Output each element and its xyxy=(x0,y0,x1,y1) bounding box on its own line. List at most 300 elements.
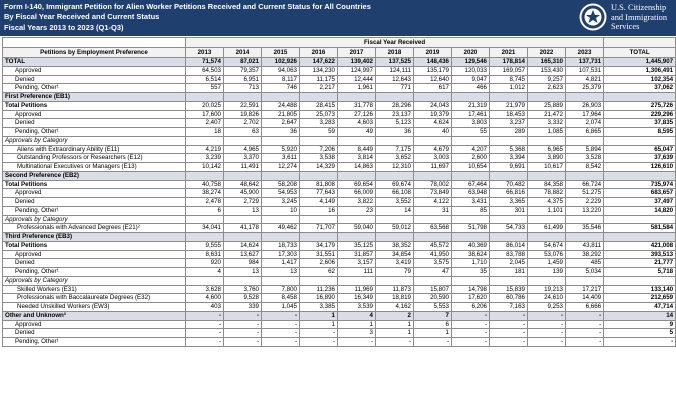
column-header-2023: 2023 xyxy=(566,48,604,58)
row-label: Professionals with Baccalaureate Degrees (E32) xyxy=(3,294,186,303)
cell-value xyxy=(490,233,528,242)
cell-value xyxy=(300,276,338,285)
cell-value xyxy=(262,93,300,102)
cell-value xyxy=(224,215,262,224)
cell-value: 2,045 xyxy=(490,259,528,268)
cell-value: 36 xyxy=(376,128,414,137)
cell-value: 5,718 xyxy=(604,268,676,277)
cell-value: 19,379 xyxy=(414,110,452,119)
cell-value: 38,292 xyxy=(566,250,604,259)
table-row xyxy=(3,180,676,189)
cell-value xyxy=(414,233,452,242)
cell-value: 38,624 xyxy=(452,250,490,259)
row-label: Approved xyxy=(3,320,186,329)
cell-value: 2,600 xyxy=(452,154,490,163)
cell-value xyxy=(262,215,300,224)
cell-value: 13 xyxy=(224,206,262,215)
cell-value xyxy=(490,276,528,285)
cell-value xyxy=(262,276,300,285)
cell-value: 4,219 xyxy=(186,145,224,154)
cell-value: 63,568 xyxy=(414,224,452,233)
cell-value: 5,553 xyxy=(414,303,452,312)
cell-value: 78,002 xyxy=(414,180,452,189)
cell-value: 47,714 xyxy=(604,303,676,312)
cell-value: 15,839 xyxy=(490,285,528,294)
cell-value: 14,329 xyxy=(300,163,338,172)
cell-value xyxy=(414,215,452,224)
cell-value: 11,873 xyxy=(376,285,414,294)
cell-value: 3,652 xyxy=(376,154,414,163)
cell-value: 51,275 xyxy=(566,189,604,198)
cell-value: 11,697 xyxy=(414,163,452,172)
cell-value: 12,444 xyxy=(338,75,376,84)
cell-value xyxy=(566,171,604,180)
cell-value: 1,961 xyxy=(338,84,376,93)
cell-value: - xyxy=(224,329,262,338)
cell-value: 3,419 xyxy=(376,259,414,268)
table-row xyxy=(3,268,676,277)
table-row xyxy=(3,329,676,338)
cell-value: 1 xyxy=(300,311,338,320)
cell-value: 66,816 xyxy=(490,189,528,198)
column-header-2016: 2016 xyxy=(300,48,338,58)
cell-value: 275,726 xyxy=(604,101,676,110)
cell-value: 83,788 xyxy=(490,250,528,259)
cell-value: 1 xyxy=(338,320,376,329)
cell-value: 4,375 xyxy=(528,198,566,207)
cell-value: 2,606 xyxy=(300,259,338,268)
row-label: Other and Unknown³ xyxy=(3,311,186,320)
cell-value: 11,236 xyxy=(300,285,338,294)
cell-value: 5,123 xyxy=(376,119,414,128)
cell-value xyxy=(452,233,490,242)
cell-value: 3,803 xyxy=(452,119,490,128)
cell-value: 7,800 xyxy=(262,285,300,294)
cell-value: 25,889 xyxy=(528,101,566,110)
cell-value: 3,157 xyxy=(338,259,376,268)
cell-value: 24,043 xyxy=(414,101,452,110)
row-label: Aliens with Extraordinary Ability (E11) xyxy=(3,145,186,154)
cell-value: 17,461 xyxy=(452,110,490,119)
cell-value: 7,163 xyxy=(490,303,528,312)
cell-value xyxy=(490,93,528,102)
cell-value: 3,552 xyxy=(376,198,414,207)
cell-value: - xyxy=(300,329,338,338)
cell-value: 17,217 xyxy=(566,285,604,294)
cell-value xyxy=(376,233,414,242)
cell-value: 23 xyxy=(338,206,376,215)
cell-value: 3,611 xyxy=(262,154,300,163)
cell-value: - xyxy=(186,311,224,320)
cell-value xyxy=(604,276,676,285)
cell-value: 26,903 xyxy=(566,101,604,110)
cell-value: 53,076 xyxy=(528,250,566,259)
row-label: Second Preference (EB2) xyxy=(3,171,186,180)
row-label: Approved xyxy=(3,250,186,259)
cell-value xyxy=(338,233,376,242)
cell-value xyxy=(376,93,414,102)
cell-value xyxy=(186,171,224,180)
cell-value xyxy=(604,136,676,145)
cell-value: 6,666 xyxy=(566,303,604,312)
cell-value: 2 xyxy=(376,311,414,320)
cell-value: 2,647 xyxy=(262,119,300,128)
cell-value: 984 xyxy=(224,259,262,268)
cell-value: 1,045 xyxy=(262,303,300,312)
column-header-2018: 2018 xyxy=(376,48,414,58)
cell-value xyxy=(490,136,528,145)
cell-value: 3,431 xyxy=(452,198,490,207)
cell-value: 1,445,907 xyxy=(604,58,676,67)
cell-value: 7,175 xyxy=(376,145,414,154)
cell-value: 37,497 xyxy=(604,198,676,207)
cell-value: - xyxy=(224,338,262,347)
cell-value xyxy=(300,171,338,180)
cell-value: 66,108 xyxy=(376,189,414,198)
cell-value: 16 xyxy=(300,206,338,215)
report-subtitle: By Fiscal Year Received and Current Status xyxy=(4,12,160,22)
row-label: Pending, Other¹ xyxy=(3,206,186,215)
cell-value: 23,137 xyxy=(376,110,414,119)
cell-value xyxy=(528,233,566,242)
cell-value: 9 xyxy=(604,320,676,329)
cell-value: - xyxy=(224,311,262,320)
cell-value: 4,965 xyxy=(224,145,262,154)
cell-value xyxy=(528,93,566,102)
table-row xyxy=(3,154,676,163)
cell-value: 20,025 xyxy=(186,101,224,110)
cell-value: 47 xyxy=(414,268,452,277)
cell-value: - xyxy=(262,320,300,329)
table-body xyxy=(3,58,676,347)
cell-value: 2,623 xyxy=(528,84,566,93)
cell-value: 87,021 xyxy=(224,58,262,67)
cell-value: 17,964 xyxy=(566,110,604,119)
cell-value: 4 xyxy=(186,268,224,277)
row-label: Approvals by Category xyxy=(3,215,186,224)
cell-value: 9,047 xyxy=(452,75,490,84)
cell-value: 3,528 xyxy=(566,154,604,163)
cell-value: 3,283 xyxy=(300,119,338,128)
cell-value: 3,245 xyxy=(262,198,300,207)
cell-value xyxy=(452,171,490,180)
cell-value: - xyxy=(490,338,528,347)
cell-value: 107,531 xyxy=(566,66,604,75)
cell-value: - xyxy=(452,338,490,347)
row-label: First Preference (EB1) xyxy=(3,93,186,102)
cell-value: - xyxy=(452,320,490,329)
cell-value xyxy=(186,136,224,145)
cell-value: 147,622 xyxy=(300,58,338,67)
cell-value: 18,453 xyxy=(490,110,528,119)
cell-value: 102,926 xyxy=(262,58,300,67)
cell-value: 25,379 xyxy=(566,84,604,93)
cell-value: 14,409 xyxy=(566,294,604,303)
cell-value: 148,436 xyxy=(414,58,452,67)
cell-value xyxy=(224,276,262,285)
cell-value: 2,074 xyxy=(566,119,604,128)
cell-value xyxy=(262,233,300,242)
cell-value: 212,659 xyxy=(604,294,676,303)
cell-value: 9,528 xyxy=(224,294,262,303)
cell-value: 40,369 xyxy=(452,241,490,250)
cell-value: - xyxy=(490,320,528,329)
cell-value xyxy=(604,215,676,224)
cell-value: 63,948 xyxy=(452,189,490,198)
row-label: Denied xyxy=(3,119,186,128)
cell-value xyxy=(566,215,604,224)
cell-value: 169,057 xyxy=(490,66,528,75)
cell-value xyxy=(528,136,566,145)
cell-value: 10,142 xyxy=(186,163,224,172)
cell-value: - xyxy=(338,338,376,347)
cell-value: 14,820 xyxy=(604,206,676,215)
cell-value: 3,538 xyxy=(300,154,338,163)
cell-value: 71,707 xyxy=(300,224,338,233)
column-header-2017: 2017 xyxy=(338,48,376,58)
cell-value: 6,206 xyxy=(452,303,490,312)
cell-value: 14 xyxy=(376,206,414,215)
cell-value xyxy=(566,276,604,285)
cell-value: 71,574 xyxy=(186,58,224,67)
table-row xyxy=(3,224,676,233)
cell-value: 129,546 xyxy=(452,58,490,67)
cell-value: 1,417 xyxy=(262,259,300,268)
row-label: Third Preference (EB3) xyxy=(3,233,186,242)
table-row xyxy=(3,75,676,84)
empty-header-cell xyxy=(604,38,676,48)
cell-value: 4,679 xyxy=(414,145,452,154)
cell-value: 19,826 xyxy=(224,110,262,119)
cell-value: 133,140 xyxy=(604,285,676,294)
cell-value: 137,525 xyxy=(376,58,414,67)
cell-value: 37,835 xyxy=(604,119,676,128)
cell-value: 12,640 xyxy=(414,75,452,84)
cell-value: 21,805 xyxy=(262,110,300,119)
cell-value: 3,539 xyxy=(338,303,376,312)
cell-value: 3,370 xyxy=(224,154,262,163)
cell-value: 135,179 xyxy=(414,66,452,75)
table-row xyxy=(3,320,676,329)
cell-value: 40,758 xyxy=(186,180,224,189)
report-title-block xyxy=(4,2,371,33)
cell-value: 6 xyxy=(186,206,224,215)
cell-value: 24,610 xyxy=(528,294,566,303)
cell-value: 134,230 xyxy=(300,66,338,75)
cell-value: 683,657 xyxy=(604,189,676,198)
cell-value: 1 xyxy=(376,320,414,329)
cell-value: 17,600 xyxy=(186,110,224,119)
cell-value xyxy=(186,276,224,285)
cell-value: 2,729 xyxy=(224,198,262,207)
cell-value: 4,624 xyxy=(414,119,452,128)
cell-value: 2,478 xyxy=(186,198,224,207)
cell-value: - xyxy=(528,338,566,347)
report-title: Form I-140, Immigrant Petition for Alien Worker Petitions Received and Current Status for All Countries xyxy=(4,2,371,11)
cell-value: 3,814 xyxy=(338,154,376,163)
cell-value: 111 xyxy=(338,268,376,277)
agency-name xyxy=(611,3,667,32)
row-label: Approvals by Category xyxy=(3,276,186,285)
cell-value xyxy=(338,215,376,224)
table-row xyxy=(3,66,676,75)
cell-value: 1 xyxy=(414,329,452,338)
cell-value: 54,953 xyxy=(262,189,300,198)
cell-value xyxy=(452,215,490,224)
cell-value: - xyxy=(262,329,300,338)
cell-value xyxy=(376,171,414,180)
table-row xyxy=(3,189,676,198)
cell-value: 137,731 xyxy=(566,58,604,67)
cell-value: 2,217 xyxy=(300,84,338,93)
cell-value: 557 xyxy=(186,84,224,93)
cell-value: 3,628 xyxy=(186,285,224,294)
cell-value: 37,062 xyxy=(604,84,676,93)
cell-value xyxy=(186,215,224,224)
table-row xyxy=(3,303,676,312)
cell-value: 8,117 xyxy=(262,75,300,84)
cell-value: 12,643 xyxy=(376,75,414,84)
cell-value: 21,979 xyxy=(490,101,528,110)
cell-value xyxy=(566,233,604,242)
cell-value: 4,207 xyxy=(452,145,490,154)
cell-value: 124,997 xyxy=(338,66,376,75)
column-header-2014: 2014 xyxy=(224,48,262,58)
cell-value xyxy=(186,93,224,102)
cell-value: - xyxy=(262,338,300,347)
cell-value: 38,274 xyxy=(186,189,224,198)
cell-value: 9,253 xyxy=(528,303,566,312)
cell-value: 18,819 xyxy=(376,294,414,303)
cell-value xyxy=(224,136,262,145)
cell-value: 1 xyxy=(376,329,414,338)
cell-value: 139 xyxy=(528,268,566,277)
cell-value: 21,777 xyxy=(604,259,676,268)
cell-value xyxy=(528,215,566,224)
cell-value: 67,464 xyxy=(452,180,490,189)
cell-value: 21,319 xyxy=(452,101,490,110)
cell-value xyxy=(300,233,338,242)
cell-value: 27,126 xyxy=(338,110,376,119)
cell-value: 15,807 xyxy=(414,285,452,294)
dhs-seal-icon xyxy=(579,3,607,31)
cell-value: 466 xyxy=(452,84,490,93)
cell-value: 7,206 xyxy=(300,145,338,154)
cell-value xyxy=(528,276,566,285)
row-label: Skilled Workers (E31) xyxy=(3,285,186,294)
cell-value: 4,603 xyxy=(338,119,376,128)
cell-value: 6,514 xyxy=(186,75,224,84)
cell-value xyxy=(338,276,376,285)
cell-value: 3,760 xyxy=(224,285,262,294)
cell-value: 4,162 xyxy=(376,303,414,312)
cell-value: - xyxy=(414,338,452,347)
cell-value xyxy=(452,136,490,145)
cell-value: 18,733 xyxy=(262,241,300,250)
row-label: Denied xyxy=(3,329,186,338)
cell-value: 139,402 xyxy=(338,58,376,67)
cell-value xyxy=(604,171,676,180)
cell-value: 181 xyxy=(490,268,528,277)
cell-value: 69,674 xyxy=(376,180,414,189)
cell-value: 41,178 xyxy=(224,224,262,233)
cell-value: 8,745 xyxy=(490,75,528,84)
cell-value: - xyxy=(452,329,490,338)
cell-value: 54,733 xyxy=(490,224,528,233)
cell-value: 10,654 xyxy=(452,163,490,172)
cell-value: 3,332 xyxy=(528,119,566,128)
cell-value: 4,122 xyxy=(414,198,452,207)
cell-value: 581,584 xyxy=(604,224,676,233)
row-label: Denied xyxy=(3,259,186,268)
cell-value xyxy=(338,171,376,180)
cell-value: 165,310 xyxy=(528,58,566,67)
table-row xyxy=(3,58,676,67)
cell-value: 59 xyxy=(300,128,338,137)
cell-value: 43,811 xyxy=(566,241,604,250)
cell-value: 3,239 xyxy=(186,154,224,163)
cell-value: - xyxy=(528,329,566,338)
cell-value xyxy=(376,276,414,285)
cell-value: 178,814 xyxy=(490,58,528,67)
cell-value: 73,849 xyxy=(414,189,452,198)
cell-value: 617 xyxy=(414,84,452,93)
cell-value: 16,349 xyxy=(338,294,376,303)
column-header-2013: 2013 xyxy=(186,48,224,58)
cell-value: 81,808 xyxy=(300,180,338,189)
cell-value: 45,900 xyxy=(224,189,262,198)
cell-value: 746 xyxy=(262,84,300,93)
row-label: TOTAL xyxy=(3,58,186,67)
cell-value: 77,643 xyxy=(300,189,338,198)
cell-value: 4,149 xyxy=(300,198,338,207)
cell-value: 2,702 xyxy=(224,119,262,128)
cell-value: 35,546 xyxy=(566,224,604,233)
table-row xyxy=(3,215,676,224)
cell-value xyxy=(566,93,604,102)
cell-value: 58,208 xyxy=(262,180,300,189)
cell-value: 3,385 xyxy=(300,303,338,312)
cell-value: 5,368 xyxy=(490,145,528,154)
cell-value: 5,894 xyxy=(566,145,604,154)
cell-value xyxy=(300,215,338,224)
cell-value: 59,040 xyxy=(338,224,376,233)
cell-value xyxy=(338,93,376,102)
cell-value: 13,220 xyxy=(566,206,604,215)
cell-value: 1,306,491 xyxy=(604,66,676,75)
cell-value: 54,674 xyxy=(528,241,566,250)
cell-value: 120,033 xyxy=(452,66,490,75)
table-row xyxy=(3,250,676,259)
cell-value: 25,073 xyxy=(300,110,338,119)
cell-value xyxy=(490,215,528,224)
cell-value: 38,352 xyxy=(376,241,414,250)
fiscal-year-header: Fiscal Year Received xyxy=(186,38,604,48)
cell-value: 126,610 xyxy=(604,163,676,172)
table-row xyxy=(3,259,676,268)
cell-value: - xyxy=(566,311,604,320)
row-label: Pending, Other¹ xyxy=(3,84,186,93)
cell-value: 45,572 xyxy=(414,241,452,250)
column-header-2020: 2020 xyxy=(452,48,490,58)
cell-value: 9,257 xyxy=(528,75,566,84)
cell-value: 13,627 xyxy=(224,250,262,259)
cell-value: 20,590 xyxy=(414,294,452,303)
cell-value: - xyxy=(186,338,224,347)
cell-value: 1,085 xyxy=(528,128,566,137)
table-row xyxy=(3,84,676,93)
cell-value: - xyxy=(224,320,262,329)
